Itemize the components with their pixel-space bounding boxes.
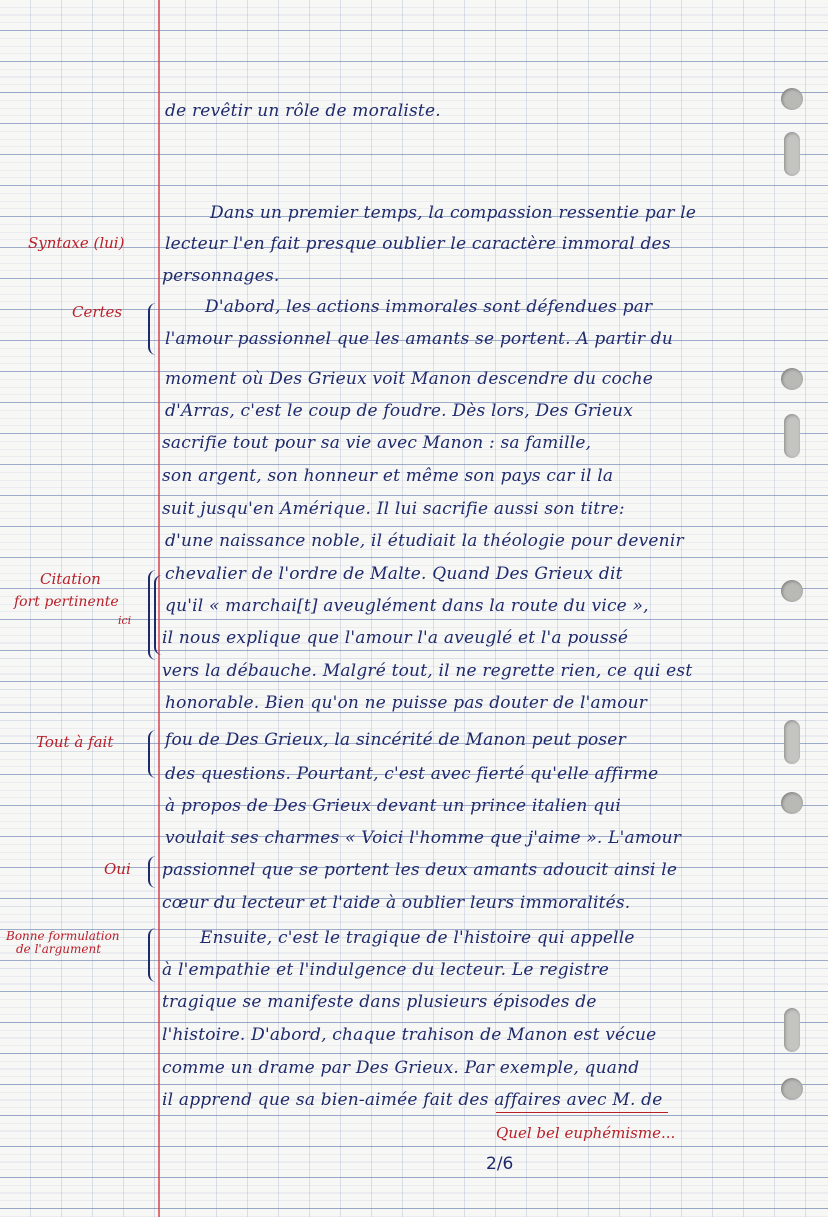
- bracket-bonne: [148, 928, 160, 982]
- text-line-3: [165, 234, 671, 254]
- page-number: 2/6: [486, 1154, 514, 1174]
- bracket-certes: [148, 303, 160, 355]
- annotation-bonne-line-1: Bonne formulation: [6, 929, 120, 943]
- text-line-14: qu'il « marchai[t] aveuglément dans la route du vice »,: [165, 596, 649, 616]
- annotation-certes: Certes: [72, 303, 123, 321]
- text-line-11: suit jusqu'en Amérique. Il lui sacrifie aussi son titre:: [162, 499, 625, 519]
- binder-ring: [784, 720, 800, 764]
- text-line-3-content: lecteur l'en fait presque oublier le caractère immoral des: [165, 234, 671, 254]
- text-line-12: d'une naissance noble, il étudiait la théologie pour devenir: [165, 531, 684, 551]
- underline-fait-des-affaires: [496, 1112, 668, 1113]
- bracket-oui: [148, 856, 160, 888]
- annotation-citation-ici: ici: [118, 614, 132, 627]
- bracket-tout-a-fait: [148, 730, 160, 778]
- binder-hole: [781, 580, 803, 602]
- text-line-8: d'Arras, c'est le coup de foudre. Dès lors, Des Grieux: [165, 401, 634, 421]
- text-line-23: cœur du lecteur et l'aide à oublier leurs immoralités.: [162, 893, 631, 913]
- text-line-24: Ensuite, c'est le tragique de l'histoire qui appelle: [200, 928, 635, 948]
- text-line-9: sacrifie tout pour sa vie avec Manon : sa famille,: [162, 433, 592, 453]
- annotation-syntaxe: Syntaxe (lui): [28, 234, 125, 252]
- text-line-13: chevalier de l'ordre de Malte. Quand Des Grieux dit: [165, 564, 623, 584]
- text-line-28: comme un drame par Des Grieux. Par exemple, quand: [162, 1058, 640, 1078]
- text-line-15: il nous explique que l'amour l'a aveuglé et l'a poussé: [162, 628, 629, 648]
- text-line-25: à l'empathie et l'indulgence du lecteur. Le registre: [162, 960, 610, 980]
- text-line-4: personnages.: [162, 266, 280, 286]
- annotation-oui: Oui: [104, 860, 131, 878]
- bracket-citation-inner: [154, 575, 164, 655]
- binder-hole-bottom: [781, 1078, 803, 1100]
- annotation-bonne-formulation: [6, 930, 146, 956]
- text-line-2: Dans un premier temps, la compassion ressentie par le: [210, 203, 697, 223]
- text-line-7: moment où Des Grieux voit Manon descendre du coche: [165, 369, 654, 389]
- annotation-citation-pertinente: fort pertinente: [14, 594, 119, 610]
- text-line-27: l'histoire. D'abord, chaque trahison de Manon est vécue: [162, 1025, 657, 1045]
- text-line-21: voulait ses charmes « Voici l'homme que j'aime ». L'amour: [165, 828, 682, 848]
- text-line-6: l'amour passionnel que les amants se portent. A partir du: [165, 329, 674, 349]
- text-line-17: honorable. Bien qu'on ne puisse pas douter de l'amour: [165, 693, 648, 713]
- annotation-bonne-line-2: de l'argument: [16, 942, 102, 956]
- text-line-10: son argent, son honneur et même son pays car il la: [162, 466, 614, 486]
- binder-ring: [784, 414, 800, 458]
- binder-hole: [781, 792, 803, 814]
- annotation-euphemisme: Quel bel euphémisme...: [496, 1124, 676, 1142]
- text-line-26: tragique se manifeste dans plusieurs épisodes de: [162, 992, 597, 1012]
- annotation-citation: Citation: [40, 570, 101, 588]
- text-line-16: vers la débauche. Malgré tout, il ne regrette rien, ce qui est: [162, 661, 693, 681]
- binder-hole: [781, 368, 803, 390]
- text-line-1: de revêtir un rôle de moraliste.: [165, 101, 441, 121]
- text-line-5: D'abord, les actions immorales sont défendues par: [205, 297, 653, 317]
- text-line-18: fou de Des Grieux, la sincérité de Manon peut poser: [165, 730, 626, 750]
- text-line-20: à propos de Des Grieux devant un prince italien qui: [165, 796, 622, 816]
- text-line-29: il apprend que sa bien-aimée fait des affaires avec M. de: [162, 1090, 663, 1110]
- binder-ring: [784, 1008, 800, 1052]
- annotation-tout-a-fait: Tout à fait: [36, 733, 114, 751]
- text-line-19: des questions. Pourtant, c'est avec fierté qu'elle affirme: [165, 764, 659, 784]
- text-line-22: passionnel que se portent les deux amants adoucit ainsi le: [162, 860, 678, 880]
- binder-hole-top: [781, 88, 803, 110]
- binder-ring-top: [784, 132, 800, 176]
